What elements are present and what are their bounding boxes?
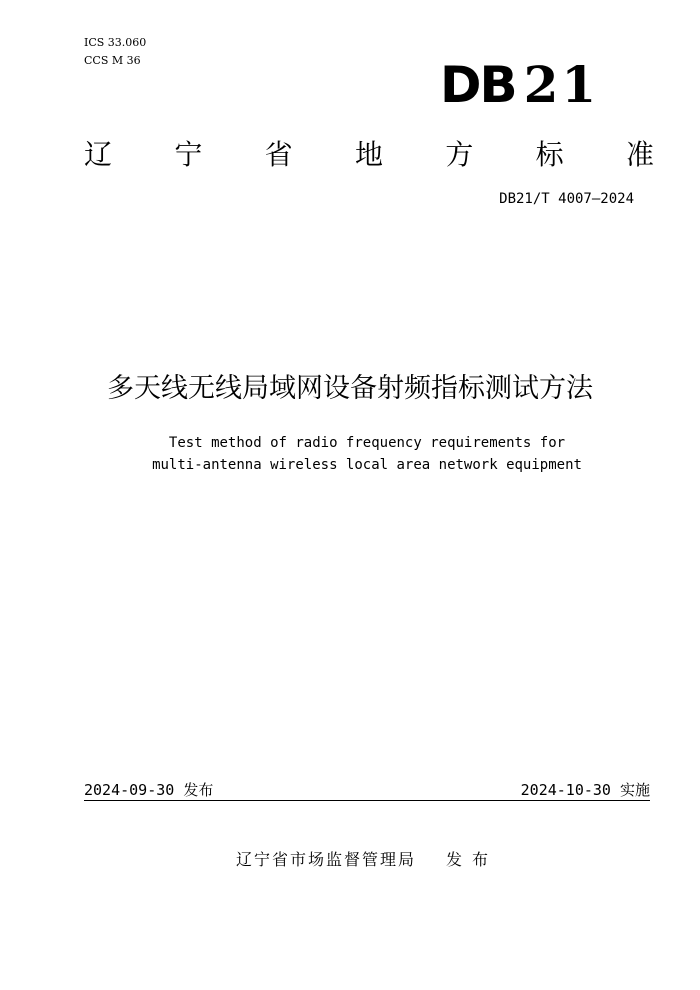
standard-type-char: 宁 bbox=[174, 138, 203, 171]
issuer-action: 发布 bbox=[446, 850, 499, 869]
db21-logo bbox=[440, 55, 600, 114]
standard-code: DB21/T 4007—2024 bbox=[499, 191, 634, 207]
divider-line bbox=[84, 800, 650, 801]
title-chinese: 多天线无线局域网设备射频指标测试方法 bbox=[107, 373, 593, 404]
standard-type-char: 标 bbox=[535, 138, 564, 171]
ccs-code: CCS M 36 bbox=[84, 54, 141, 67]
standard-type-char: 地 bbox=[354, 138, 383, 171]
standard-type-char: 方 bbox=[445, 138, 474, 171]
publish-date: 2024-09-30 发布 bbox=[84, 781, 214, 799]
issuer-name: 辽宁省市场监督管理局 bbox=[235, 850, 416, 869]
standard-type-char: 省 bbox=[264, 138, 293, 171]
ics-code: ICS 33.060 bbox=[84, 36, 147, 49]
title-english-line-1: Test method of radio frequency requirements for bbox=[168, 435, 566, 451]
issuer-line bbox=[0, 850, 700, 870]
standard-type-char: 准 bbox=[625, 138, 654, 171]
logo-number: 21 bbox=[523, 55, 600, 114]
standard-type-char: 辽 bbox=[84, 138, 113, 171]
standard-type-heading bbox=[84, 138, 654, 172]
title-english-line-2: multi-antenna wireless local area network equipment bbox=[152, 457, 582, 473]
logo-prefix: DB bbox=[440, 56, 516, 114]
implement-date: 2024-10-30 实施 bbox=[520, 781, 650, 799]
